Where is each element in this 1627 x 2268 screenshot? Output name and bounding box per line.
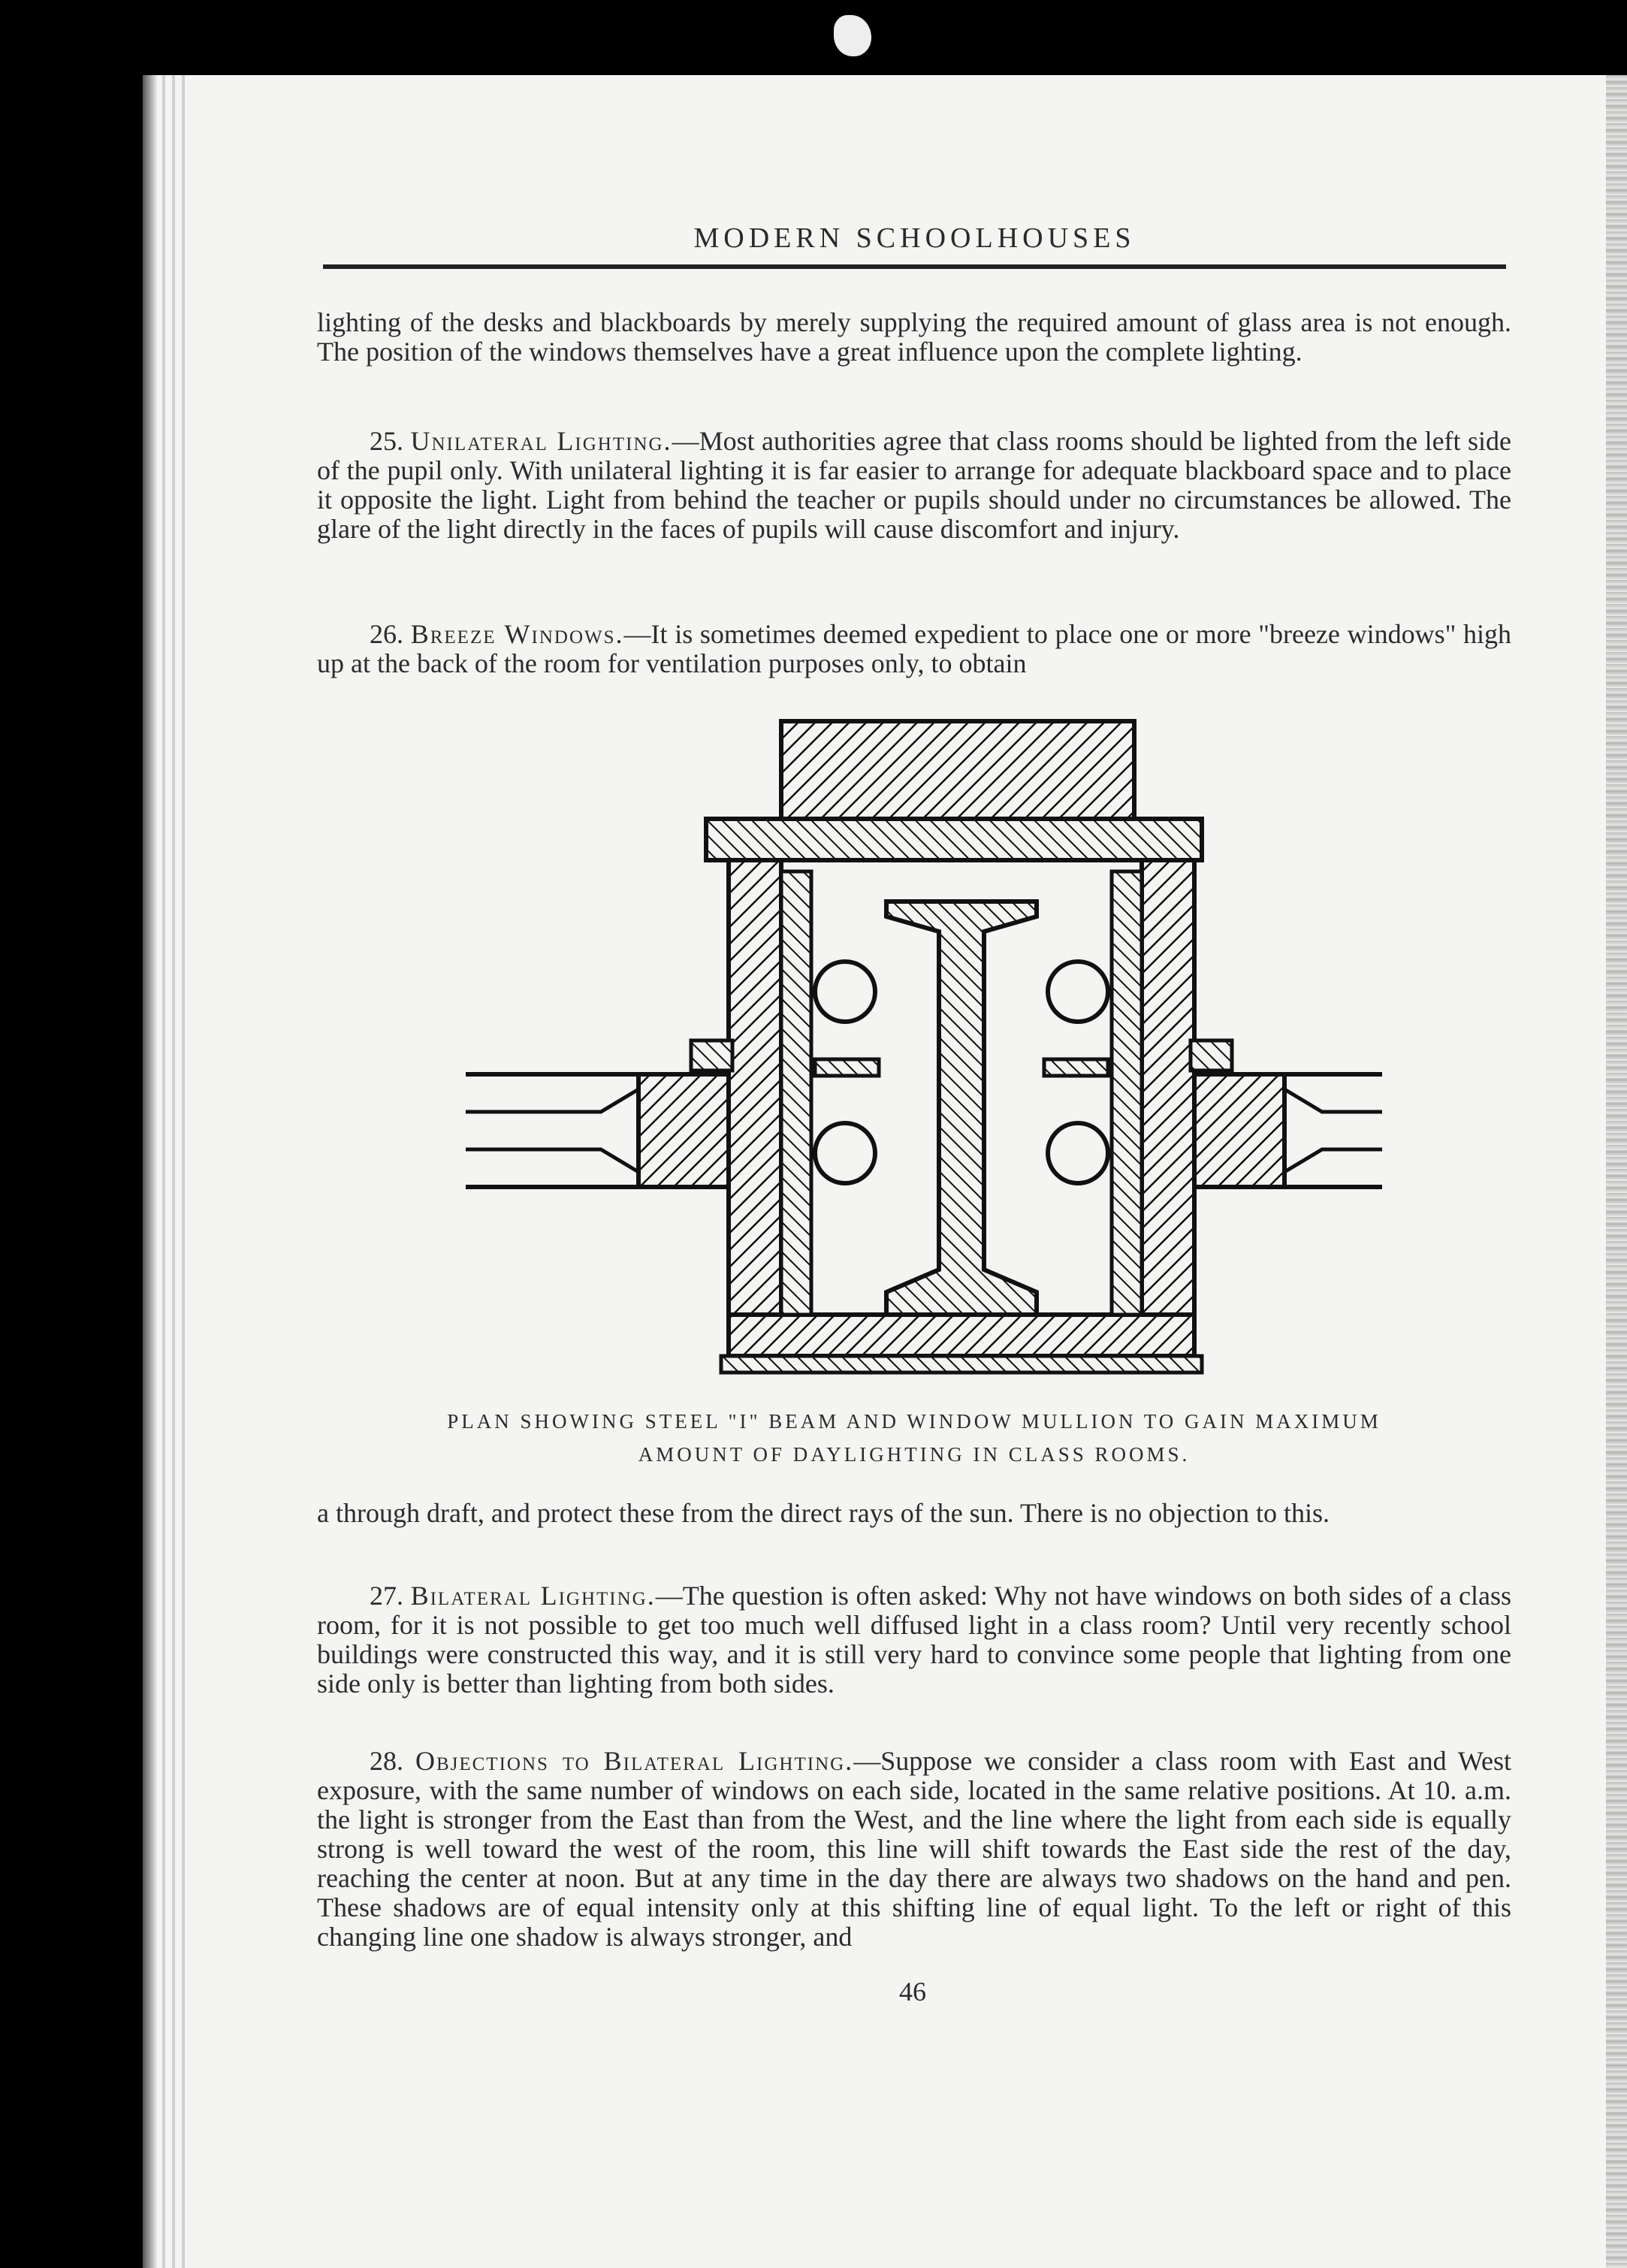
paragraph-text: lighting of the desks and blackboards by merely supplying the required amount of glass area is not enough. The position of the windows themselves have a great influence upon the complete lighting. [317, 307, 1511, 367]
inner-lining-left [781, 871, 811, 1315]
paragraph-objections-bilateral [317, 1747, 1511, 1952]
right-window-frame [1284, 1074, 1382, 1187]
figure-caption [317, 1405, 1511, 1471]
paragraph-text: a through draft, and protect these from the direct rays of the sun. There is no objection to this. [317, 1498, 1330, 1528]
right-bracket [1191, 1040, 1232, 1071]
casing-bottom [729, 1315, 1194, 1356]
paragraph-text: —It is sometimes deemed expedient to place one or more "breeze windows" high up at the back of the room for ventilation purposes only, to obtain [317, 619, 1512, 678]
section-number: 27. [370, 1581, 403, 1611]
section-title: Unilateral Lighting. [410, 426, 672, 456]
bolt-hole [1048, 1123, 1108, 1183]
section-title: Objections to Bilateral Lighting. [415, 1746, 854, 1776]
paragraph-continued [317, 308, 1511, 367]
bolt-hole [1048, 962, 1108, 1022]
paragraph-unilateral-lighting [317, 427, 1511, 544]
casing-left-wall [729, 860, 781, 1326]
running-head: MODERN SCHOOLHOUSES [693, 222, 1136, 254]
bolt-hole [815, 962, 875, 1022]
right-window-mould [1284, 1089, 1382, 1172]
paragraph-text: —Suppose we consider a class room with East and West exposure, with the same number of windows on each side, located in the same relative positions. At 10. a.m. the light is stronger from the East than from the West, and the line where the light from each side is equally strong is well toward the west of the room, this line will shift towards the East side the rest of the day, reaching the center at noon. But at any time in the day there are always two shadows on the hand and pen. These shadows are of equal intensity only at this shifting line of equal light. To the left or right of this changing line one shadow is always stronger, and [317, 1746, 1511, 1952]
book-page [143, 75, 1627, 2268]
section-title: Breeze Windows. [410, 619, 624, 649]
i-beam-section [886, 901, 1037, 1315]
page-edge [1606, 75, 1627, 2268]
left-bracket [691, 1040, 732, 1071]
section-number: 25. [370, 426, 403, 456]
caption-line-1: PLAN SHOWING STEEL "I" BEAM AND WINDOW MULLION TO GAIN MAXIMUM [447, 1410, 1381, 1433]
tie-bar [1044, 1059, 1108, 1076]
page-number: 46 [899, 1977, 926, 2007]
bolt-hole [815, 1123, 875, 1183]
left-window-frame [466, 1074, 638, 1187]
header-rule [323, 264, 1506, 269]
right-window-sash [1194, 1074, 1284, 1187]
section-number: 26. [370, 619, 403, 649]
casing-right-wall [1142, 860, 1194, 1326]
section-title: Bilateral Lighting. [410, 1581, 656, 1611]
paragraph-text: —Most authorities agree that class rooms should be lighted from the left side of the pupil only. With unilateral lighting it is far easier to arrange for adequate blackboard space and to place it opposite the light. Light from behind the teacher or pupils should under no circumstances be allowed. The glare of the light directly in the faces of pupils will cause discomfort and injury. [317, 426, 1512, 544]
bottom-strip [721, 1356, 1202, 1373]
paragraph-text: —The question is often asked: Why not have windows on both sides of a class room, for it is not possible to get too much well diffused light in a class room? Until very recently school buildings were constructed this way, and it is still very hard to convince some people that lighting from one side only is better than lighting from both sides. [317, 1581, 1512, 1699]
left-window-sash [638, 1074, 729, 1187]
film-speck [834, 15, 871, 56]
inner-lining-right [1112, 871, 1142, 1315]
i-beam-mullion-plan-diagram [466, 714, 1382, 1405]
caption-line-2: AMOUNT OF DAYLIGHTING IN CLASS ROOMS. [638, 1443, 1191, 1466]
paragraph-bilateral-lighting [317, 1581, 1511, 1699]
left-window-mould [466, 1089, 638, 1172]
top-plate [706, 819, 1202, 860]
top-cap-block [781, 721, 1134, 819]
binding-shadow [143, 75, 158, 2268]
paragraph-continued-2 [317, 1499, 1511, 1528]
paragraph-breeze-windows [317, 620, 1511, 678]
tie-bar [815, 1059, 879, 1076]
section-number: 28. [370, 1746, 403, 1776]
